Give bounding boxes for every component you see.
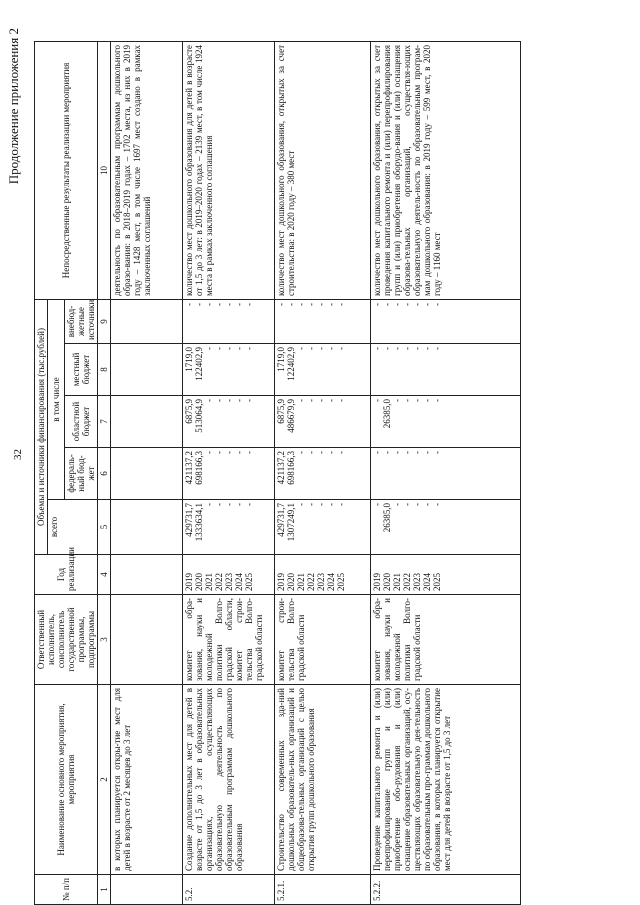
page-caption: Продолжение приложения 2 (6, 28, 21, 185)
header-local: местный бюджет (65, 344, 98, 396)
col-number: 7 (98, 396, 111, 448)
row-results: количество мест дошкольного образования, открытых за счет строительства: в 2020 году – 380 мест (275, 41, 371, 299)
row-name: Строительство современных зда-ний дошкольных образователь-ных организаций и общеобразова-тельных организаций с целью открытия групп дошкольного образования (275, 685, 371, 875)
page-number: 32 (12, 449, 24, 460)
row-federal: 421137,2 698166,3 - - - - - (275, 448, 371, 500)
row-total: 429731,7 1333634,1 - - - - - (183, 500, 275, 555)
col-number: 1 (98, 875, 111, 905)
header-federal: федераль-ный бюд-жет (65, 448, 98, 500)
row-executor: комитет обра-зования, науки и молодежной политики Волго-градской области, комитет строи-тельства Волго-градской области (183, 595, 275, 685)
row-no: 5.2.1. (275, 875, 371, 905)
program-table (34, 41, 521, 905)
row-federal: 421137,2 698166,3 - - - - - (183, 448, 275, 500)
col-number: 3 (98, 595, 111, 685)
row-federal: - - - - - - - (371, 448, 521, 500)
column-numbers-row (98, 41, 111, 904)
row-no: 5.2.2. (371, 875, 521, 905)
row-years: 2019 2020 2021 2022 2023 2024 2025 (183, 555, 275, 595)
header-results: Непосредственные результаты реализации мероприятия (35, 41, 98, 299)
table-row (183, 41, 275, 904)
row-regional: 6875,9 513064,9 - - - - - (183, 396, 275, 448)
header-year: Год реализации (35, 555, 98, 595)
header-regional: областной бюджет (65, 396, 98, 448)
row-no: 5.2. (183, 875, 275, 905)
col-number: 8 (98, 344, 111, 396)
row-results: количество мест дошкольного образования для детей в возрасте от 1,5 до 3 лет: в 2019–2020 годах – 2139 мест, в том числе 1924 места в рамках заключенного соглашения (183, 41, 275, 299)
row-extra: - - - - - - - (371, 299, 521, 343)
row-name: Создание дополнительных мест для детей в возрасте от 1,5 до 3 лет в образовательных организациях, осуществляющих образовательную деятельность по образовательным программам дошкольного образования (183, 685, 275, 875)
row-total: - 26385,0 - - - - - (371, 500, 521, 555)
col-number: 10 (98, 41, 111, 299)
row-extra: - - - - - - - (183, 299, 275, 343)
row-years: 2019 2020 2021 2022 2023 2024 2025 (371, 555, 521, 595)
table-header (35, 41, 111, 904)
row-regional: 6875,9 486679,9 - - - - - (275, 396, 371, 448)
col-number: 9 (98, 299, 111, 343)
cont-results: деятельность по образовательным программам дошкольного образо-вания: в 2018–2019 годах – 1702 места, из них в 2019 году – 1428 мест, в том числе 1697 мест создано в рамках заключенных соглашений (111, 41, 183, 299)
col-number: 4 (98, 555, 111, 595)
cont-name: в которых планируется откры-тие мест для детей в возрасте от 2 месяцев до 3 лет (111, 685, 183, 875)
row-local: 1719,0 122402,9 - - - - - (183, 344, 275, 396)
row-executor: комитет строи-тельства Волго-градской области (275, 595, 371, 685)
header-incl: в том числе (48, 299, 65, 499)
row-local: - - - - - - - (371, 344, 521, 396)
col-number: 5 (98, 500, 111, 555)
row-total: 429731,7 1307249,1 - - - - - (275, 500, 371, 555)
header-name: Наименование основного мероприятия, мероприятия (35, 685, 98, 875)
row-regional: - 26385,0 - - - - - (371, 396, 521, 448)
table-row (275, 41, 371, 904)
row-years: 2019 2020 2021 2022 2023 2024 2025 (275, 555, 371, 595)
table-row-continuation (111, 41, 183, 904)
header-no: № п/п (35, 875, 98, 905)
row-name: Проведение капитального ремонта и (или) перепрофилирование групп и (или) приобретение обо-рудования и (или) оснащение образовательных организаций, осу-ществляющих образовательную дея-тельность по образовательным про-граммам дошкольного образования, в которых планируется открытие мест для детей в возрасте от 1,5 до 3 лет (371, 685, 521, 875)
row-results: количество мест дошкольного образования, открытых за счет проведения капитального ремонта и (или) перепрофилирования групп и (или) приобретения оборудо-вания и (или) оснащения образова-тельных организаций, осуществля-ющих образовательную деятель-ность по образовательным програм-мам дошкольного образования: в 2019 году – 599 мест, в 2020 году – 1160 мест (371, 41, 521, 299)
header-funding: Объемы и источники финансирования (тыс.рублей) (35, 299, 48, 554)
header-extra: внебюд-жетные источники (65, 299, 98, 343)
header-total: всего (48, 500, 98, 555)
header-executor: Ответственный исполнитель, соисполнитель государственной программы, подпрограммы (35, 595, 98, 685)
col-number: 6 (98, 448, 111, 500)
col-number: 2 (98, 685, 111, 875)
table-row (371, 41, 521, 904)
row-executor: комитет обра-зования, науки и молодежной политики Волго-градской области (371, 595, 521, 685)
row-local: 1719,0 122402,9 - - - - - (275, 344, 371, 396)
row-extra: - - - - - - - (275, 299, 371, 343)
